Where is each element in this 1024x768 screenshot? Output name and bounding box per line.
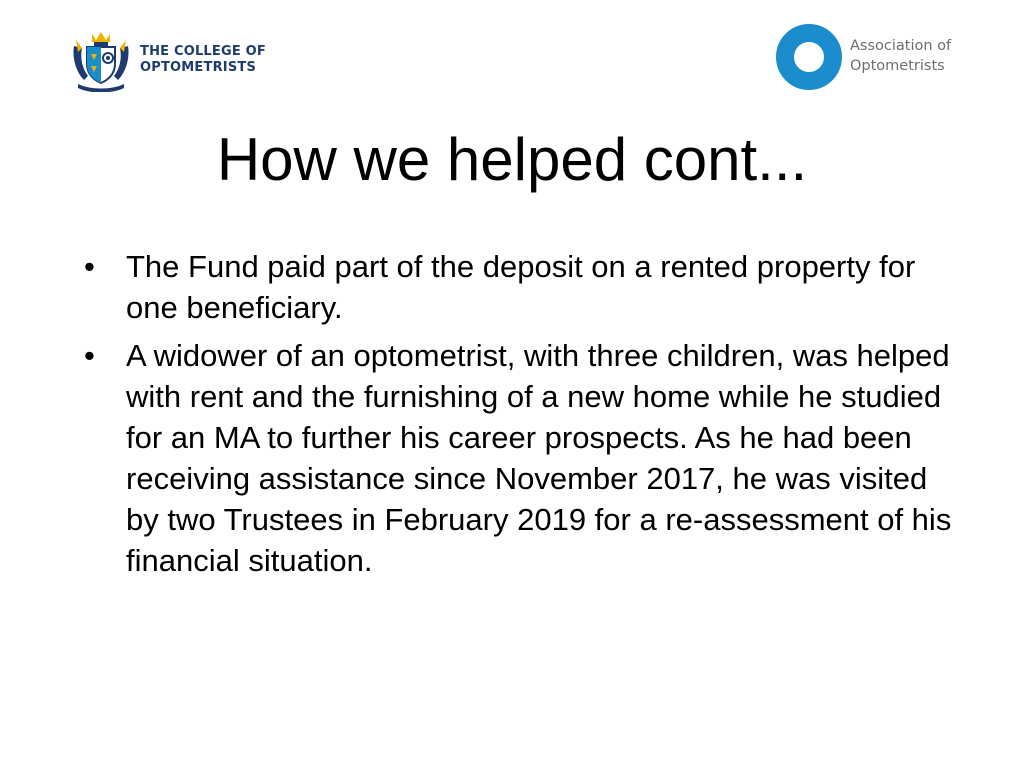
- college-logo-line1: THE COLLEGE OF: [140, 44, 267, 59]
- bullet-item: [84, 335, 954, 581]
- bullet-list: [84, 246, 954, 588]
- college-logo-line2: OPTOMETRISTS: [140, 60, 257, 75]
- bullet-text: A widower of an optometrist, with three children, was helped with rent and the furnishing of a new home while he studied for an MA to further his career prospects. As he had been receiving assistance since November 2017, he was visited by two Trustees in February 2019 for a re-assessment of his financial situation.: [126, 338, 952, 578]
- college-of-optometrists-logo: [70, 28, 270, 94]
- association-of-optometrists-logo: [776, 24, 976, 92]
- bullet-marker: •: [84, 338, 95, 373]
- crest-icon: [70, 28, 132, 92]
- slide-title: How we helped cont...: [216, 126, 808, 193]
- bullet-marker: •: [84, 249, 95, 284]
- association-logo-line1: Association of: [850, 38, 952, 54]
- bullet-text: The Fund paid part of the deposit on a rented property for one beneficiary.: [126, 249, 916, 325]
- association-logo-line2: Optometrists: [850, 58, 945, 74]
- ring-icon: [776, 24, 842, 90]
- bullet-item: [84, 246, 954, 328]
